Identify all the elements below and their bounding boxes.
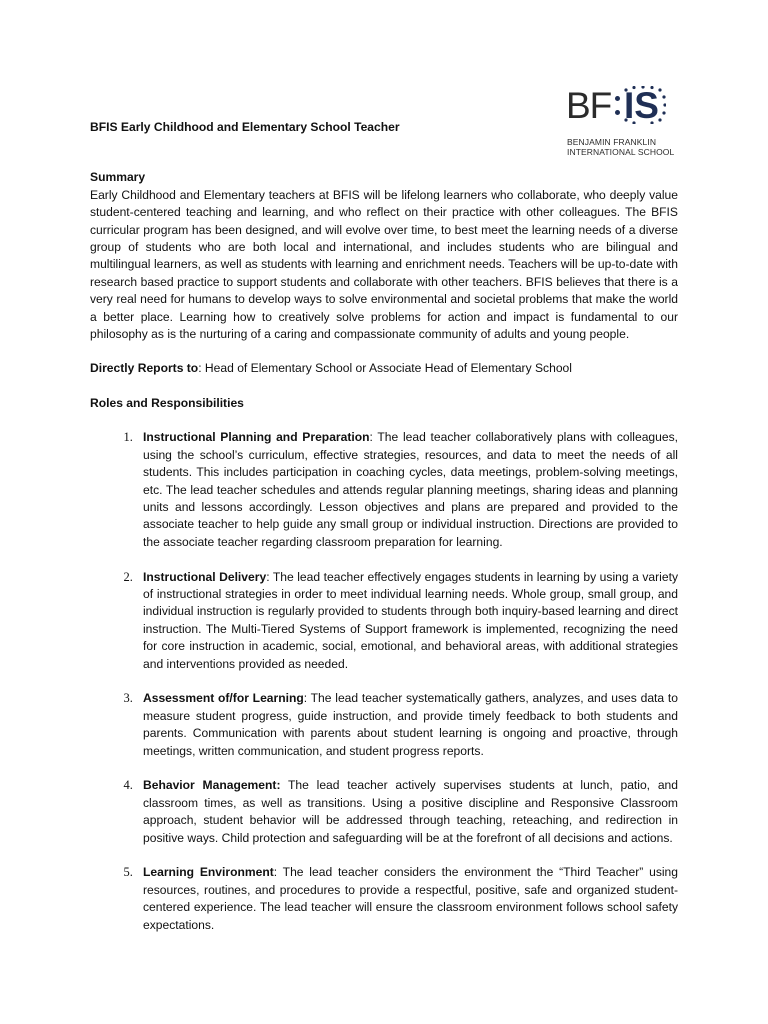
list-item: [136, 429, 678, 551]
responsibilities-list: [90, 429, 678, 934]
document-title: BFIS Early Childhood and Elementary School Teacher: [90, 120, 400, 134]
list-item: [136, 777, 678, 847]
list-item-text: : The lead teacher systematically gathers, analyzes, and uses data to measure student progress, guide instruction, and provide timely feedback to both students and parents. Communication with parents about student learning is ongoing and proactive, through meetings, written communication, and student progress reports.: [143, 691, 678, 758]
list-item: [136, 690, 678, 760]
list-item-label: Learning Environment: [143, 865, 274, 880]
list-item: [136, 569, 678, 673]
list-item-text: : The lead teacher collaboratively plans with colleagues, using the school’s curriculum, effective strategies, resources, and data to meet the needs of all students. This includes participation in coaching cycles, data meetings, problem-solving meetings, etc. The lead teacher schedules and attends regular planning meetings, sharing ideas and planning units and lessons accordingly. Lesson objectives and plans are prepared and provided to the associate teacher to help guide any small group or individual instruction. Directions are provided to the associate teacher regarding classroom preparation for learning.: [143, 430, 679, 549]
list-item-label: Instructional Delivery: [143, 569, 267, 584]
reports-to-value: : Head of Elementary School or Associate Head of Elementary School: [198, 361, 572, 376]
list-item-label: Assessment of/for Learning: [143, 691, 304, 706]
reports-to-line: [90, 360, 678, 377]
summary-paragraph: Early Childhood and Elementary teachers at BFIS will be lifelong learners who collaborate, who deeply value student-centered teaching and learning, and who reflect on their practice with other colleagues. The BFIS curricular program has been designed, and will evolve over time, to best meet the learning needs of a diverse group of students who are both local and international, and includes students who are bilingual and multilingual learners, as well as students with learning and enrichment needs. Teachers will be up-to-date with research based practice to support students and collaborate with other teachers. BFIS believes that there is a very real need for humans to develop ways to solve environmental and societal problems that make the world a better place. Learning how to creatively solve problems for action and impact is fundamental to our philosophy as is the nurturing of a caring and compassionate community of adults and young people.: [90, 187, 678, 342]
logo-is-text: IS: [624, 85, 659, 126]
list-item-text: : The lead teacher considers the environment the “Third Teacher” using resources, routines, and procedures to provide a respectful, positive, safe and organized student-centered experience. The lead teacher will ensure the classroom environment follows school safety expectations.: [143, 865, 678, 932]
document-body: [90, 119, 678, 951]
list-item-text: The lead teacher actively supervises students at lunch, patio, and classroom times, as well as transitions. Using a positive discipline and Responsive Classroom approach, student behavior will be addressed through teaching, reteaching, and redirection in positive ways. Child protection and safeguarding will be at the forefront of all decisions and actions.: [143, 778, 678, 845]
list-item-label: Behavior Management:: [143, 778, 281, 793]
list-item: [136, 864, 678, 934]
list-item-text: : The lead teacher effectively engages students in learning by using a variety of instructional strategies in order to meet individual learning needs. Whole group, small group, and individual instruction is regularly provided to students through both inquiry-based learning and direct instruction. The Multi-Tiered Systems of Support framework is implemented, recognizing the need for core instruction in academic, social, emotional, and behavioral areas, with additional strategies and interventions provided as needed.: [143, 569, 679, 671]
reports-to-label: Directly Reports to: [90, 361, 199, 376]
summary-heading: Summary: [90, 170, 146, 185]
logo-bf-text: BF: [566, 85, 612, 126]
list-item-label: Instructional Planning and Preparation: [143, 430, 370, 445]
logo-school-name-line2: INTERNATIONAL SCHOOL: [567, 147, 675, 157]
roles-heading: Roles and Responsibilities: [90, 395, 244, 410]
logo-school-name-line1: BENJAMIN FRANKLIN: [567, 137, 657, 147]
